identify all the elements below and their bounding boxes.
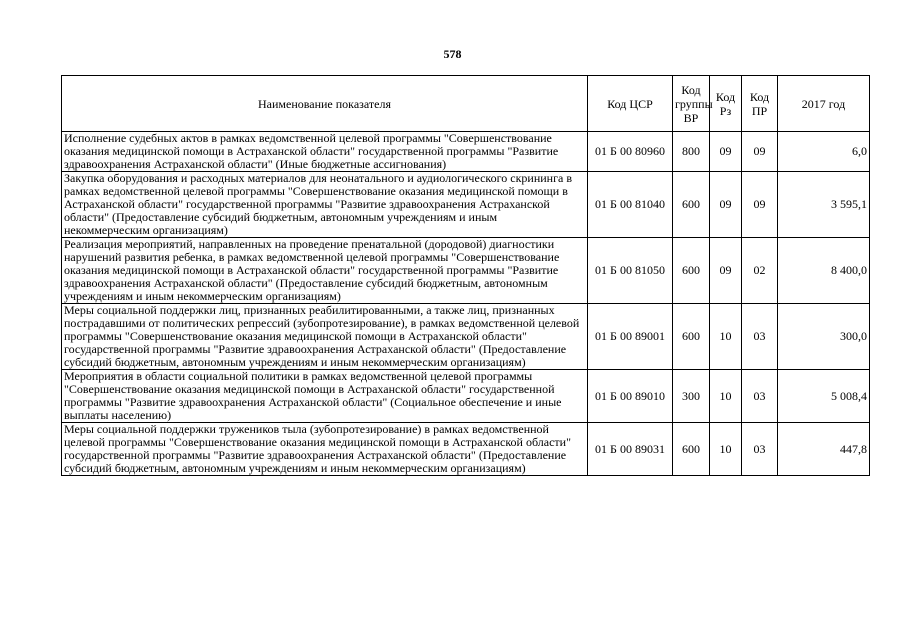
header-year: 2017 год [778,76,870,132]
row-csr: 01 Б 00 81040 [588,172,673,238]
header-rz: Код Рз [710,76,742,132]
row-amount: 8 400,0 [778,238,870,304]
row-pr: 02 [742,238,778,304]
row-pr: 09 [742,132,778,172]
row-pr: 03 [742,304,778,370]
row-pr: 03 [742,423,778,476]
row-rz: 10 [710,370,742,423]
page-number: 578 [443,47,462,61]
row-csr: 01 Б 00 89001 [588,304,673,370]
row-vr: 300 [673,370,710,423]
row-csr: 01 Б 00 81050 [588,238,673,304]
row-name: Реализация мероприятий, направленных на проведение пренатальной (дородовой) диагностики нарушений развития ребенка, в рамках ведомственной целевой программы "Совершенствование оказания медицинской помощи в Астраханской области" государственной программы "Развитие здравоохранения Астраханской области" (Предоставление субсидий бюджетным, автономным учреждениям и иным некоммерческим организациям) [62,238,588,304]
row-rz: 09 [710,132,742,172]
row-rz: 09 [710,172,742,238]
row-vr: 600 [673,238,710,304]
table-row [62,238,870,304]
row-name: Меры социальной поддержки тружеников тыла (зубопротезирование) в рамках ведомственной целевой программы "Совершенствование оказания медицинской помощи в Астраханской области" государственной программы "Развитие здравоохранения Астраханской области" (Предоставление субсидий бюджетным, автономным учреждениям и иным некоммерческим организациям) [62,423,588,476]
table-row [62,172,870,238]
row-name: Мероприятия в области социальной политики в рамках ведомственной целевой программы "Совершенствование оказания медицинской помощи в Астраханской области" государственной программы "Развитие здравоохранения Астраханской области" (Социальное обеспечение и иные выплаты населению) [62,370,588,423]
table-row [62,370,870,423]
row-rz: 10 [710,423,742,476]
table-row [62,304,870,370]
row-csr: 01 Б 00 89031 [588,423,673,476]
row-rz: 10 [710,304,742,370]
row-vr: 600 [673,423,710,476]
header-vr: Код группы ВР [673,76,710,132]
header-pr: Код ПР [742,76,778,132]
header-csr: Код ЦСР [588,76,673,132]
row-amount: 447,8 [778,423,870,476]
row-vr: 800 [673,132,710,172]
row-name: Меры социальной поддержки лиц, признанных реабилитированными, а также лиц, признанных пострадавшими от политических репрессий (зубопротезирование), в рамках ведомственной целевой программы "Совершенствование оказания медицинской помощи в Астраханской области" государственной программы "Развитие здравоохранения Астраханской области" (Предоставление субсидий бюджетным, автономным учреждениям и иным некоммерческим организациям) [62,304,588,370]
row-name: Закупка оборудования и расходных материалов для неонатального и аудиологического скрининга в рамках ведомственной целевой программы "Совершенствование оказания медицинской помощи в Астраханской области" государственной программы "Развитие здравоохранения Астраханской области" (Предоставление субсидий бюджетным, автономным учреждениям и иным некоммерческим организациям) [62,172,588,238]
row-vr: 600 [673,172,710,238]
row-amount: 6,0 [778,132,870,172]
row-rz: 09 [710,238,742,304]
row-amount: 5 008,4 [778,370,870,423]
row-pr: 03 [742,370,778,423]
budget-table [61,75,870,476]
row-amount: 300,0 [778,304,870,370]
row-csr: 01 Б 00 89010 [588,370,673,423]
row-amount: 3 595,1 [778,172,870,238]
header-row [62,76,870,132]
row-pr: 09 [742,172,778,238]
header-name: Наименование показателя [62,76,588,132]
row-name: Исполнение судебных актов в рамках ведомственной целевой программы "Совершенствование оказания медицинской помощи в Астраханской области" государственной программы "Развитие здравоохранения Астраханской области" (Иные бюджетные ассигнования) [62,132,588,172]
row-csr: 01 Б 00 80960 [588,132,673,172]
row-vr: 600 [673,304,710,370]
table-row [62,132,870,172]
table-row [62,423,870,476]
